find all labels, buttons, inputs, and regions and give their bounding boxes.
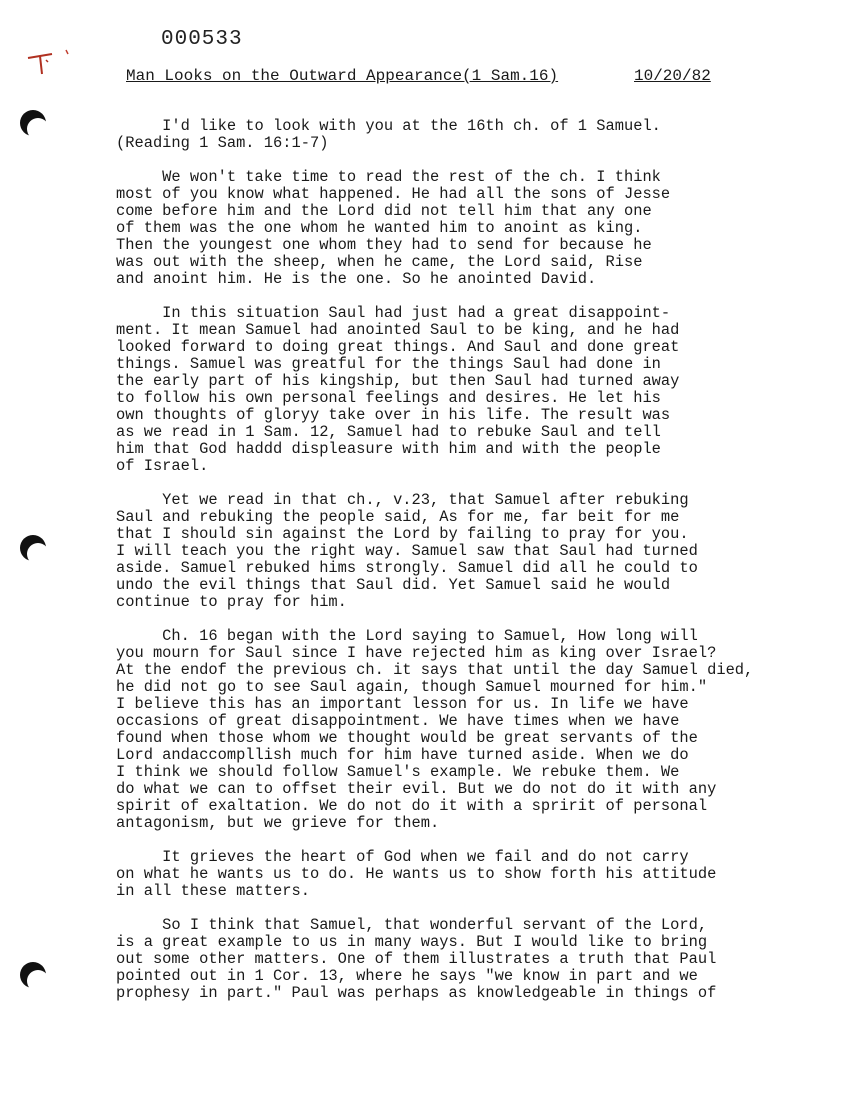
text-line: the early part of his kingship, but then Saul had turned away <box>116 372 680 390</box>
binder-hole-icon <box>20 110 46 136</box>
text-line: out some other matters. One of them illustrates a truth that Paul <box>116 950 717 968</box>
text-line: aside. Samuel rebuked hims strongly. Samuel did all he could to <box>116 559 698 577</box>
text-line: occasions of great disappointment. We have times when we have <box>116 712 680 730</box>
text-line: Ch. 16 began with the Lord saying to Samuel, How long will <box>116 627 698 645</box>
text-line: and anoint him. He is the one. So he anointed David. <box>116 270 597 288</box>
text-line: to follow his own personal feelings and desires. He let his <box>116 389 661 407</box>
text-line: him that God haddd displeasure with him and with the people <box>116 440 661 458</box>
text-line: was out with the sheep, when he came, the Lord said, Rise <box>116 253 643 271</box>
text-line: as we read in 1 Sam. 12, Samuel had to rebuke Saul and tell <box>116 423 661 441</box>
text-line: In this situation Saul had just had a great disappoint- <box>116 304 671 322</box>
text-line: ment. It mean Samuel had anointed Saul to be king, and he had <box>116 321 680 339</box>
text-line: you mourn for Saul since I have rejected him as king over Israel? <box>116 644 717 662</box>
paragraph <box>116 492 836 611</box>
text-line: do what we can to offset their evil. But we do not do it with any <box>116 780 717 798</box>
text-line: antagonism, but we grieve for them. <box>116 814 440 832</box>
handwritten-mark-icon <box>22 44 82 84</box>
document-number: 000533 <box>161 28 243 51</box>
text-line: (Reading 1 Sam. 16:1-7) <box>116 134 329 152</box>
text-line: continue to pray for him. <box>116 593 347 611</box>
document-title: Man Looks on the Outward Appearance(1 Sam.16) <box>126 67 559 85</box>
text-line: pointed out in 1 Cor. 13, where he says "we know in part and we <box>116 967 698 985</box>
text-line: he did not go to see Saul again, though Samuel mourned for him." <box>116 678 708 696</box>
text-line: I believe this has an important lesson for us. In life we have <box>116 695 689 713</box>
text-line: At the endof the previous ch. it says that until the day Samuel died, <box>116 661 754 679</box>
text-line: of them was the one whom he wanted him to anoint as king. <box>116 219 643 237</box>
document-body <box>116 118 836 1019</box>
text-line: on what he wants us to do. He wants us to show forth his attitude <box>116 865 717 883</box>
text-line: is a great example to us in many ways. But I would like to bring <box>116 933 708 951</box>
text-line: things. Samuel was greatful for the things Saul had done in <box>116 355 661 373</box>
text-line: Then the youngest one whom they had to send for because he <box>116 236 652 254</box>
paragraph <box>116 169 836 288</box>
text-line: I think we should follow Samuel's example. We rebuke them. We <box>116 763 680 781</box>
text-line: Saul and rebuking the people said, As for me, far beit for me <box>116 508 680 526</box>
text-line: spirit of exaltation. We do not do it with a spririt of personal <box>116 797 708 815</box>
paragraph <box>116 917 836 1002</box>
paragraph <box>116 628 836 832</box>
text-line: I'd like to look with you at the 16th ch. of 1 Samuel. <box>116 117 661 135</box>
paragraph <box>116 849 836 900</box>
text-line: We won't take time to read the rest of the ch. I think <box>116 168 661 186</box>
text-line: that I should sin against the Lord by failing to pray for you. <box>116 525 689 543</box>
text-line: come before him and the Lord did not tell him that any one <box>116 202 652 220</box>
text-line: It grieves the heart of God when we fail and do not carry <box>116 848 689 866</box>
text-line: I will teach you the right way. Samuel saw that Saul had turned <box>116 542 698 560</box>
text-line: undo the evil things that Saul did. Yet Samuel said he would <box>116 576 671 594</box>
paragraph <box>116 305 836 475</box>
text-line: most of you know what happened. He had all the sons of Jesse <box>116 185 671 203</box>
document-date: 10/20/82 <box>634 67 711 85</box>
text-line: found when those whom we thought would be great servants of the <box>116 729 698 747</box>
text-line: in all these matters. <box>116 882 310 900</box>
text-line: Yet we read in that ch., v.23, that Samuel after rebuking <box>116 491 689 509</box>
text-line: own thoughts of gloryy take over in his life. The result was <box>116 406 671 424</box>
text-line: looked forward to doing great things. And Saul and done great <box>116 338 680 356</box>
binder-hole-icon <box>20 535 46 561</box>
binder-hole-icon <box>20 962 46 988</box>
paragraph <box>116 118 836 152</box>
text-line: of Israel. <box>116 457 209 475</box>
text-line: So I think that Samuel, that wonderful servant of the Lord, <box>116 916 708 934</box>
text-line: prophesy in part." Paul was perhaps as knowledgeable in things of <box>116 984 717 1002</box>
text-line: Lord andaccompllish much for him have turned aside. When we do <box>116 746 689 764</box>
